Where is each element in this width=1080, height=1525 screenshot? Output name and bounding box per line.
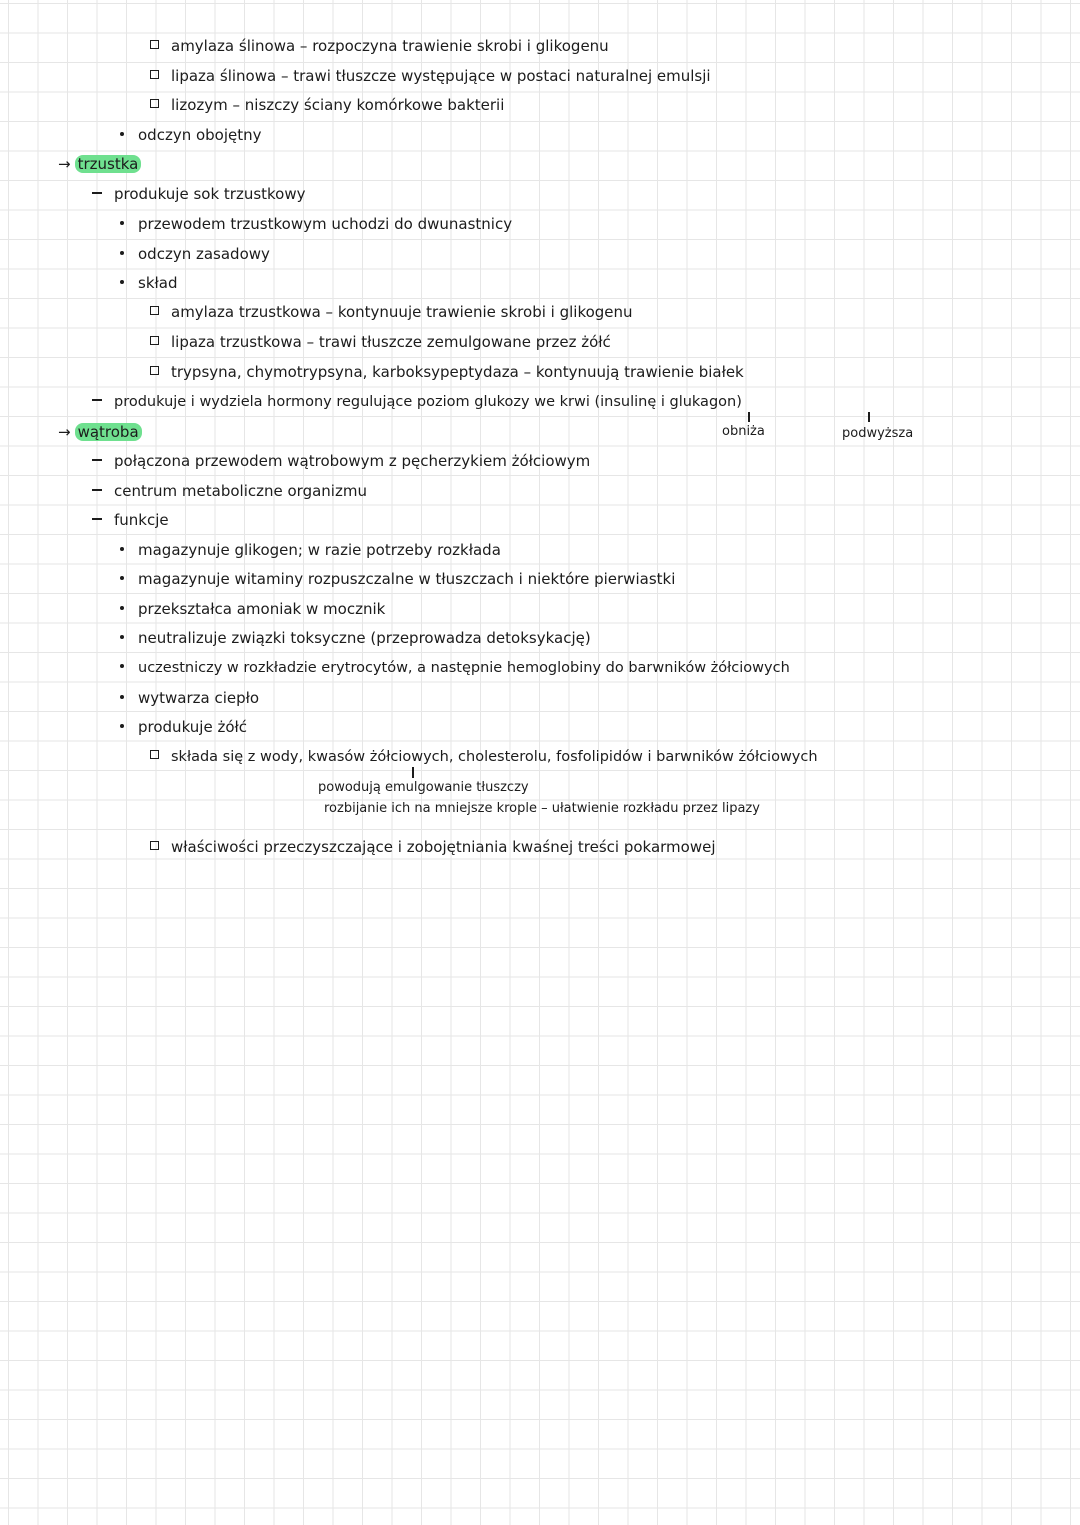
dot-bullet-icon (120, 221, 124, 225)
dot-bullet-icon (120, 664, 124, 668)
trzustka-bullet: odczyn zasadowy (120, 244, 270, 264)
dot-bullet-icon (120, 695, 124, 699)
trzustka-bullet: przewodem trzustkowym uchodzi do dwunastnicy (120, 214, 512, 234)
square-bullet-icon (150, 336, 159, 345)
zolc-note-krople: rozbijanie ich na mniejsze krople – ułatwienie rozkładu przez lipazy (324, 801, 760, 816)
watroba-funkcja: uczestniczy w rozkładzie erytrocytów, a następnie hemoglobiny do barwników żółciowych (120, 658, 790, 678)
glukagon-note: podwyższa (842, 426, 914, 441)
watroba-funkcja: produkuje żółć (120, 717, 247, 737)
watroba-funkcja: magazynuje witaminy rozpuszczalne w tłuszczach i niektóre pierwiastki (120, 569, 675, 589)
section-heading-watroba: → wątroba (58, 422, 142, 442)
dash-bullet-icon (92, 489, 102, 491)
dash-bullet-icon (92, 192, 102, 194)
dot-bullet-icon (120, 606, 124, 610)
square-bullet-icon (150, 366, 159, 375)
trzustka-sok: produkuje sok trzustkowy (92, 184, 306, 204)
annotation-tick (748, 412, 750, 422)
annotation-tick (868, 412, 870, 422)
section-heading-trzustka: → trzustka (58, 154, 141, 174)
watroba-dash-item: centrum metaboliczne organizmu (92, 481, 367, 501)
slina-item-lizozym: lizozym – niszczy ściany komórkowe bakterii (150, 95, 504, 115)
watroba-funkcja: magazynuje glikogen; w razie potrzeby rozkłada (120, 540, 501, 560)
trzustka-sklad-item: amylaza trzustkowa – kontynuuje trawienie skrobi i glikogenu (150, 302, 633, 322)
square-bullet-icon (150, 40, 159, 49)
watroba-dash-item: połączona przewodem wątrobowym z pęcherzykiem żółciowym (92, 451, 590, 471)
square-bullet-icon (150, 99, 159, 108)
trzustka-sklad-item: lipaza trzustkowa – trawi tłuszcze zemulgowane przez żółć (150, 332, 611, 352)
dot-bullet-icon (120, 251, 124, 255)
square-bullet-icon (150, 306, 159, 315)
trzustka-hormony: produkuje i wydziela hormony regulujące poziom glukozy we krwi (insulinę i glukagon) (92, 392, 742, 412)
dot-bullet-icon (120, 547, 124, 551)
trzustka-sklad-item: trypsyna, chymotrypsyna, karboksypeptydaza – kontynuują trawienie białek (150, 362, 744, 382)
dash-bullet-icon (92, 459, 102, 461)
dot-bullet-icon (120, 635, 124, 639)
annotation-tick (412, 767, 414, 778)
slina-reaction: odczyn obojętny (120, 125, 262, 145)
watroba-dash-item: funkcje (92, 510, 169, 530)
dot-bullet-icon (120, 724, 124, 728)
slina-item-amylaza: amylaza ślinowa – rozpoczyna trawienie skrobi i glikogenu (150, 36, 609, 56)
dot-bullet-icon (120, 132, 124, 136)
arrow-right-icon: → (58, 423, 71, 441)
watroba-funkcja: przekształca amoniak w mocznik (120, 599, 385, 619)
zolc-sklad: składa się z wody, kwasów żółciowych, cholesterolu, fosfolipidów i barwników żółciowych (150, 747, 818, 767)
watroba-funkcja: neutralizuje związki toksyczne (przeprowadza detoksykację) (120, 628, 591, 648)
trzustka-bullet: skład (120, 273, 177, 293)
square-bullet-icon (150, 841, 159, 850)
square-bullet-icon (150, 750, 159, 759)
slina-item-lipaza: lipaza ślinowa – trawi tłuszcze występujące w postaci naturalnej emulsji (150, 66, 711, 86)
zolc-wlasciwosci: właściwości przeczyszczające i zobojętniania kwaśnej treści pokarmowej (150, 837, 716, 857)
dot-bullet-icon (120, 280, 124, 284)
zolc-note-emulgowanie: powodują emulgowanie tłuszczy (318, 780, 529, 795)
dash-bullet-icon (92, 518, 102, 520)
dot-bullet-icon (120, 576, 124, 580)
watroba-funkcja: wytwarza ciepło (120, 688, 259, 708)
insulina-note: obniża (722, 424, 765, 439)
arrow-right-icon: → (58, 155, 71, 173)
dash-bullet-icon (92, 399, 102, 401)
square-bullet-icon (150, 70, 159, 79)
